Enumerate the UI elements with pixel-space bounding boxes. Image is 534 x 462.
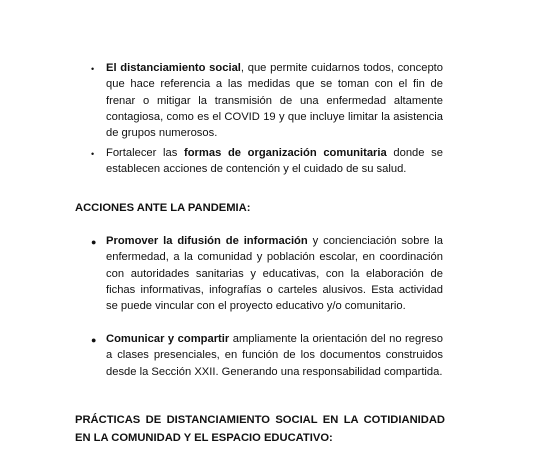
bullet-text-pre: Fortalecer las xyxy=(106,147,184,159)
bold-term: Promover la difusión de información xyxy=(106,235,308,247)
bullet-text: , que permite cuidarnos todos, concepto que hace referencia a las medidas que se toman con el fin de frenar o mitigar la transmisión de una enfermedad altamente contagiosa, como es el COVID 19 y que incluye limitar la asistencia de grupos numerosos. xyxy=(106,62,443,140)
section-heading-practicas: PRÁCTICAS DE DISTANCIAMIENTO SOCIAL EN LA COTIDIANIDAD EN LA COMUNIDAD Y EL ESPACIO EDUCATIVO: xyxy=(75,414,445,444)
bullet-text: y concienciación sobre la enfermedad, a la comunidad y población escolar, en coordinación con autoridades sanitarias y educativas, con la elaboración de fichas informativas, infografías o carteles alusivos. Esta actividad se puede vincular con el proyecto educativo y/o comunitario. xyxy=(106,235,443,313)
bullet-marker: • xyxy=(91,64,95,74)
bullet-text: donde se establecen acciones de contención y el cuidado de su salud. xyxy=(106,147,443,176)
bullet-marker: ● xyxy=(91,237,97,247)
bullet-item-organizacion xyxy=(106,145,443,178)
section-heading-acciones: ACCIONES ANTE LA PANDEMIA: xyxy=(75,202,251,214)
bullet-marker: • xyxy=(91,149,95,159)
bullet-item-comunicar xyxy=(106,331,443,380)
bold-term: Comunicar y compartir xyxy=(106,333,230,345)
bullet-marker: ● xyxy=(91,335,97,345)
bold-term: formas de organización comunitaria xyxy=(183,147,387,159)
bullet-item-difusion xyxy=(106,233,443,314)
bold-term: El distanciamiento social xyxy=(106,62,241,74)
bullet-item-distanciamiento xyxy=(106,60,443,141)
bullet-text: ampliamente la orientación del no regreso a clases presenciales, en función de los documentos construidos desde la Sección XXII. Generando una responsabilidad compartida. xyxy=(106,333,443,378)
